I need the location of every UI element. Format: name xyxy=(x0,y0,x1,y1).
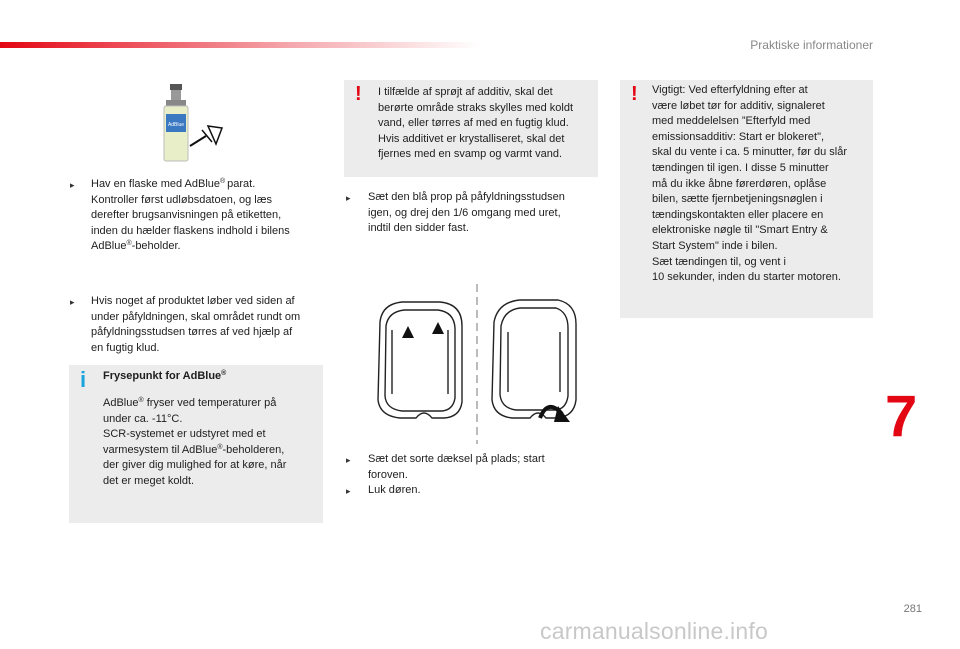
info-icon: i xyxy=(80,367,87,392)
step-5-text: Luk døren. xyxy=(368,484,421,496)
bottle-label: AdBlue xyxy=(167,122,185,128)
bullet-icon: ▸ xyxy=(346,486,351,496)
info-box-title: Frysepunkt for AdBlue® xyxy=(103,370,227,382)
warning-icon: ! xyxy=(355,83,362,105)
chapter-number: 7 xyxy=(885,384,918,449)
warning-text-additive: I tilfælde af sprøjt af additiv, skal det berørte område straks skylles med koldt vand, eller tørres af med en fugtig klud. Hvis additivet er krystalliseret, skal det fjernes med en svamp og varmt vand. xyxy=(378,86,574,161)
step-1-text: Hav en flaske med AdBlue® parat. Kontroller først udløbsdatoen, og læs derefter brugsanvisningen på etiketten, inden du hælder flaskens indhold i bilens AdBlue®-beholder. xyxy=(91,178,290,253)
bullet-icon: ▸ xyxy=(70,297,75,307)
page-number: 281 xyxy=(903,603,922,615)
header-accent-bar xyxy=(0,42,480,48)
footer-watermark: carmanualsonline.info xyxy=(540,618,768,644)
bullet-icon: ▸ xyxy=(346,193,351,203)
warning-text-refill: Vigtigt: Ved efterfyldning efter at være løbet tør for additiv, signaleret med meddelelsen ”Efterfyld med emissionsadditiv: Start er blokeret", skal du vente i ca. 5 minutter, før du slår tændingen til igen. I disse 5 minutter må du ikke åbne førerdøren, oplåse bilen, sætte fjernbetjeningsnøglen i tændingskontakten eller placere en elektroniske nøgle til "Smart Entry & Start System" inde i bilen. Sæt tændingen til, og vent i 10 sekunder, inden du starter motoren. xyxy=(652,84,848,284)
info-box-text: AdBlue® fryser ved temperaturer på under ca. -11°C. SCR-systemet er udstyret med et varmesystem til AdBlue®-beholderen, der giver dig mulighed for at køre, når det er meget koldt. xyxy=(103,397,287,487)
section-title: Praktiske informationer xyxy=(750,38,873,52)
step-3-text: Sæt den blå prop på påfyldningsstudsen igen, og drej den 1/6 omgang med uret, indtil den sidder fast. xyxy=(368,191,565,235)
bullet-icon: ▸ xyxy=(346,455,351,465)
warning-icon: ! xyxy=(631,83,638,105)
adblue-bottle-illustration xyxy=(160,84,232,164)
step-2-text: Hvis noget af produktet løber ved siden af under påfyldningen, skal området rundt om påfyldningsstudsen tørres af ved hjælp af en fugtig klud. xyxy=(91,295,301,354)
step-4-text: Sæt det sorte dæksel på plads; start foroven. xyxy=(368,453,545,481)
bullet-icon: ▸ xyxy=(70,180,75,190)
filler-cover-illustration xyxy=(362,282,592,447)
